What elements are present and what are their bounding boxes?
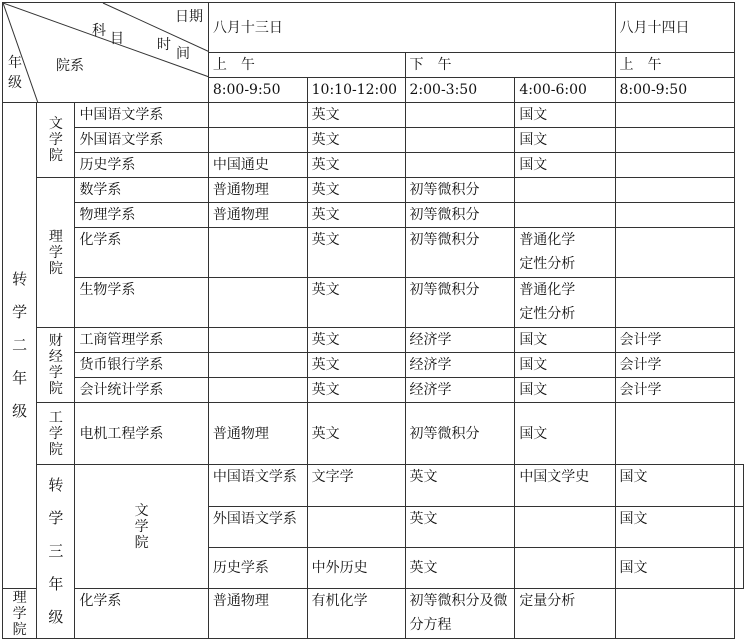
dept-name: 外国语文学系: [75, 128, 208, 153]
exam-schedule-table: [2, 2, 744, 639]
exam-cell: [735, 507, 744, 548]
table-row: [3, 465, 744, 507]
dept-name: 历史学系: [208, 548, 307, 589]
exam-cell: [208, 228, 307, 278]
exam-cell: 中国文学史: [515, 465, 615, 507]
exam-cell: 国文: [515, 103, 615, 128]
dept-name: 历史学系: [75, 153, 208, 178]
exam-cell: [735, 548, 744, 589]
exam-cell: 英文: [405, 507, 515, 548]
table-row: [3, 328, 744, 353]
table-row: [3, 589, 744, 639]
exam-cell: [615, 228, 735, 278]
exam-cell: [515, 548, 615, 589]
dept-name: 物理学系: [75, 203, 208, 228]
exam-cell: [515, 507, 615, 548]
dept-name: 化学系: [75, 228, 208, 278]
exam-cell: [208, 278, 307, 328]
dept-name: 数学系: [75, 178, 208, 203]
exam-cell: [515, 178, 615, 203]
college-science-label: 理学院: [3, 589, 37, 639]
exam-cell: [615, 178, 735, 203]
exam-cell: 国文: [515, 128, 615, 153]
slot-header: 10:10-12:00: [307, 78, 405, 103]
corner-subject-2: 目: [110, 31, 124, 47]
table-row: [3, 278, 744, 328]
exam-cell: 英文: [405, 465, 515, 507]
day1-header: 八月十三日: [208, 3, 615, 53]
table-row: [3, 228, 744, 278]
exam-cell: [208, 103, 307, 128]
exam-cell: 中外历史: [307, 548, 405, 589]
exam-cell: [515, 203, 615, 228]
table-row: [3, 378, 744, 403]
exam-cell: 英文: [307, 128, 405, 153]
exam-cell: [615, 103, 735, 128]
exam-cell: 普通物理: [208, 589, 307, 639]
exam-cell: [735, 465, 744, 507]
college-arts-label: 文学院: [75, 465, 208, 589]
exam-cell: 英文: [307, 203, 405, 228]
exam-cell: 经济学: [405, 328, 515, 353]
exam-cell: [208, 353, 307, 378]
exam-cell: 国文: [615, 548, 735, 589]
exam-cell: 英文: [307, 328, 405, 353]
slot-header: 8:00-9:50: [615, 78, 735, 103]
table-row: [3, 103, 744, 128]
exam-cell: 普通物理: [208, 403, 307, 465]
exam-cell: [615, 403, 735, 465]
dept-name: 电机工程学系: [75, 403, 208, 465]
slot-header: 8:00-9:50: [208, 78, 307, 103]
exam-cell: [615, 128, 735, 153]
exam-cell: 普通物理: [208, 203, 307, 228]
day2-header: 八月十四日: [615, 3, 735, 53]
header-corner-cell: [3, 3, 209, 103]
corner-grade-label: 年级: [8, 55, 22, 91]
dept-name: 外国语文学系: [208, 507, 307, 548]
exam-cell: 经济学: [405, 353, 515, 378]
exam-cell: [405, 153, 515, 178]
dept-name: 货币银行学系: [75, 353, 208, 378]
exam-cell: 英文: [307, 353, 405, 378]
dept-name: 工商管理学系: [75, 328, 208, 353]
college-science-label: 理学院: [37, 178, 75, 328]
day1-afternoon-header: 下 午: [405, 53, 615, 78]
table-row: [3, 128, 744, 153]
exam-cell: 会计学: [615, 328, 735, 353]
exam-cell: 国文: [515, 353, 615, 378]
exam-cell: 英文: [307, 153, 405, 178]
dept-name: 中国语文学系: [75, 103, 208, 128]
exam-cell: 初等微积分: [405, 178, 515, 203]
dept-name: 会计统计学系: [75, 378, 208, 403]
exam-cell: 国文: [515, 403, 615, 465]
grade-3-label: 转学三年级: [37, 465, 75, 639]
exam-cell: 英文: [307, 228, 405, 278]
day2-morning-header: 上 午: [615, 53, 735, 78]
exam-cell: 国文: [515, 153, 615, 178]
dept-name: 生物学系: [75, 278, 208, 328]
exam-cell: 经济学: [405, 378, 515, 403]
college-engineering-label: 工学院: [37, 403, 75, 465]
exam-cell: [405, 103, 515, 128]
table-row: [3, 353, 744, 378]
exam-cell: 中国通史: [208, 153, 307, 178]
corner-dept-label: 院系: [56, 58, 84, 74]
corner-date-label: 日期: [175, 9, 203, 25]
table-row: [3, 203, 744, 228]
exam-cell: 会计学: [615, 378, 735, 403]
exam-cell: 国文: [615, 507, 735, 548]
exam-cell: 国文: [515, 378, 615, 403]
exam-cell: 初等微积分及微分方程: [405, 589, 515, 639]
exam-cell: 英文: [307, 403, 405, 465]
table-row: [3, 403, 744, 465]
corner-time-1: 时: [157, 37, 171, 53]
exam-cell: 普通化学 定性分析: [515, 228, 615, 278]
slot-header: 2:00-3:50: [405, 78, 515, 103]
exam-cell: 初等微积分: [405, 203, 515, 228]
exam-cell: 初等微积分: [405, 403, 515, 465]
exam-cell: 英文: [307, 378, 405, 403]
exam-cell: 定量分析: [515, 589, 615, 639]
exam-cell: [208, 378, 307, 403]
exam-cell: 英文: [307, 278, 405, 328]
exam-cell: 英文: [307, 178, 405, 203]
day1-morning-header: 上 午: [208, 53, 405, 78]
exam-cell: 普通物理: [208, 178, 307, 203]
table-row: [3, 153, 744, 178]
exam-cell: 国文: [515, 328, 615, 353]
exam-cell: 有机化学: [307, 589, 405, 639]
exam-cell: [405, 128, 515, 153]
exam-cell: [208, 128, 307, 153]
table-row: [3, 178, 744, 203]
exam-cell: 初等微积分: [405, 228, 515, 278]
grade-2-label: 转学二年级: [3, 103, 37, 589]
exam-cell: 普通化学 定性分析: [515, 278, 615, 328]
exam-cell: [615, 203, 735, 228]
corner-time-2: 间: [176, 46, 190, 62]
exam-cell: [615, 589, 735, 639]
exam-cell: [208, 328, 307, 353]
corner-subject-1: 科: [92, 23, 106, 39]
exam-cell: 国文: [615, 465, 735, 507]
exam-cell: [615, 278, 735, 328]
college-finance-label: 财经学院: [37, 328, 75, 403]
college-arts-label: 文学院: [37, 103, 75, 178]
exam-cell: 初等微积分: [405, 278, 515, 328]
exam-cell: [307, 507, 405, 548]
dept-name: 化学系: [75, 589, 208, 639]
dept-name: 中国语文学系: [208, 465, 307, 507]
slot-header: 4:00-6:00: [515, 78, 615, 103]
exam-cell: 会计学: [615, 353, 735, 378]
exam-cell: 英文: [405, 548, 515, 589]
exam-cell: [615, 153, 735, 178]
exam-cell: 英文: [307, 103, 405, 128]
exam-cell: 文字学: [307, 465, 405, 507]
